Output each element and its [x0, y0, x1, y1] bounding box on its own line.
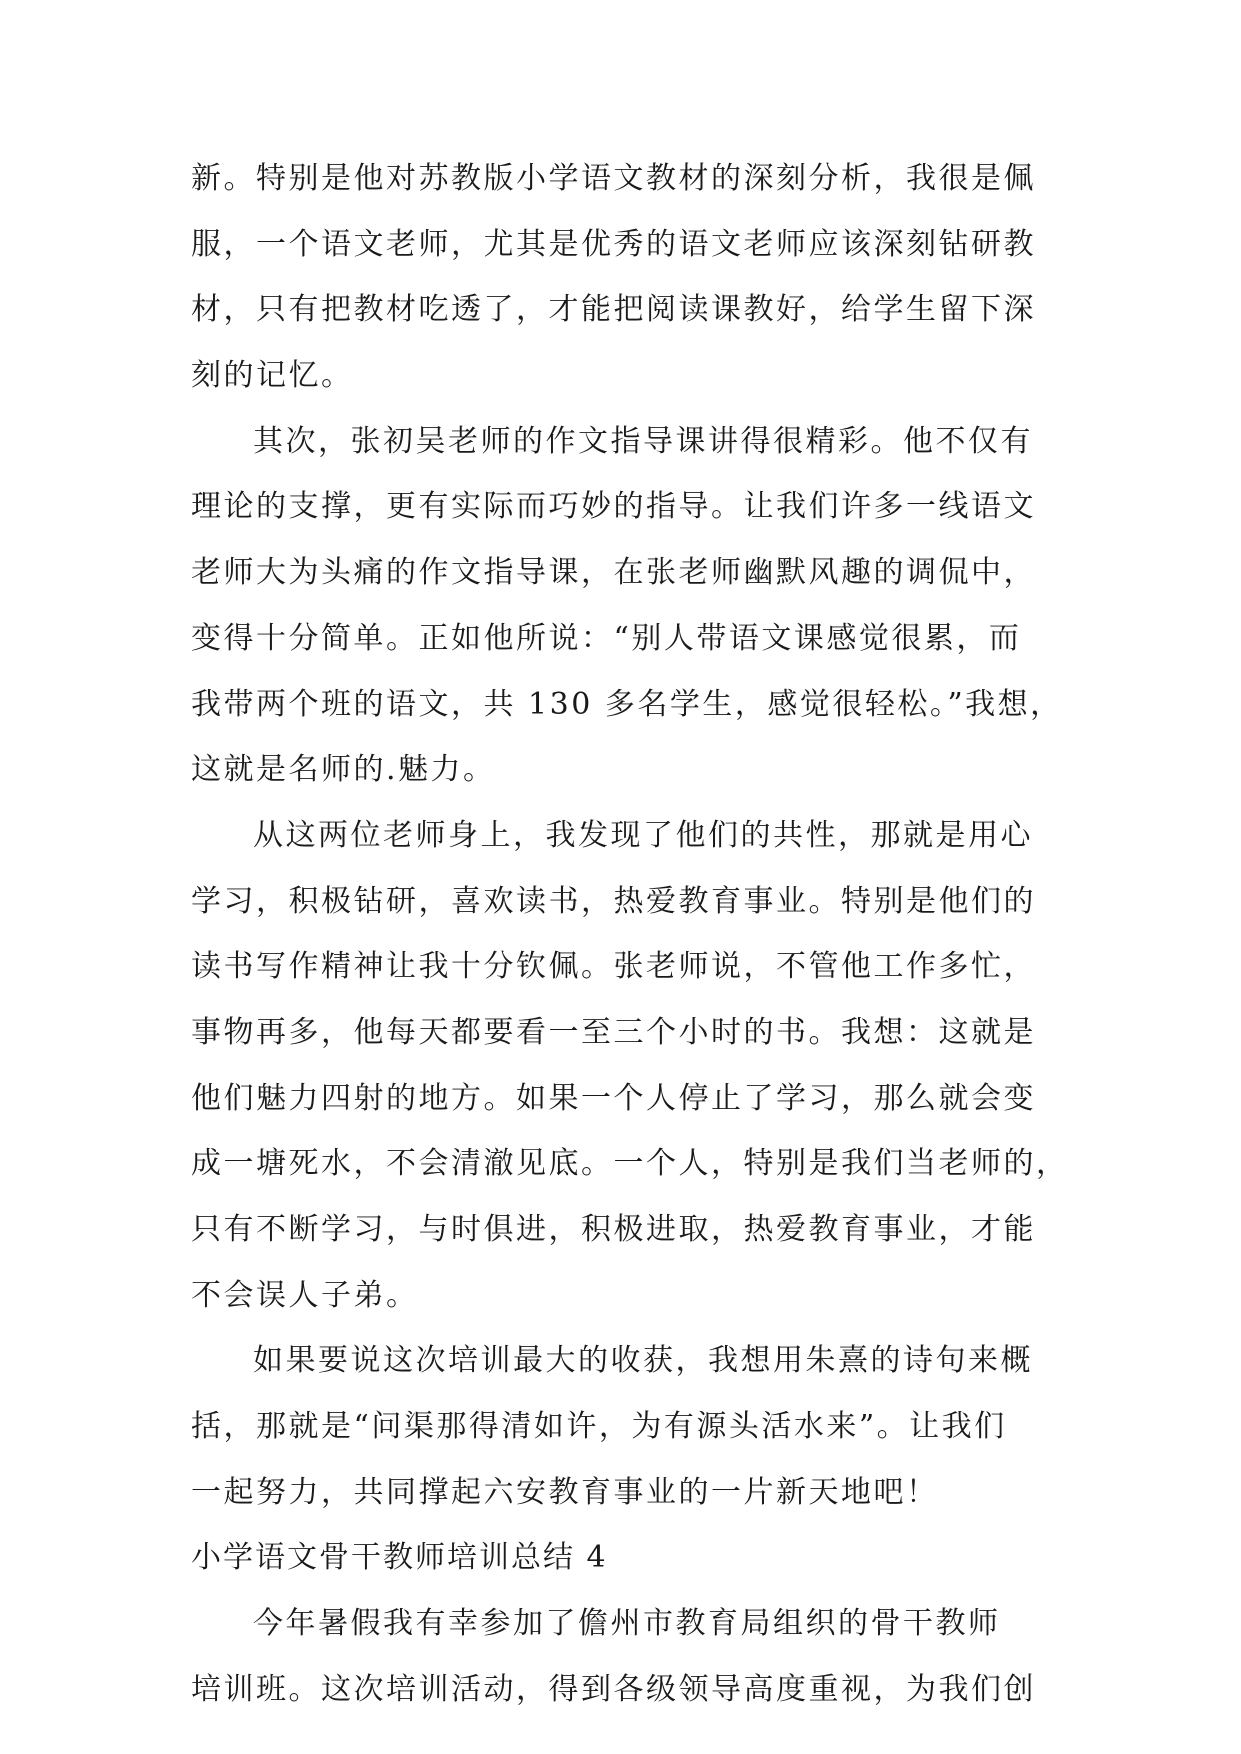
text-line: 括，那就是“问渠那得清如许，为有源头活水来”。让我们	[191, 1409, 1007, 1445]
text-line: 不会误人子弟。	[191, 1277, 419, 1313]
text-line: 老师大为头痛的作文指导课，在张老师幽默风趣的调侃中，	[191, 555, 1036, 591]
section-heading: 小学语文骨干教师培训总结 4	[191, 1540, 608, 1576]
paragraph-first-line: 从这两位老师身上，我发现了他们的共性，那就是用心	[253, 817, 1033, 853]
paragraph-first-line: 如果要说这次培训最大的收获，我想用朱熹的诗句来概	[253, 1343, 1033, 1379]
text-line: 理论的支撑，更有实际而巧妙的指导。让我们许多一线语文	[191, 489, 1036, 525]
paragraph-first-line: 其次，张初吴老师的作文指导课讲得很精彩。他不仅有	[253, 423, 1033, 459]
text-line: 材，只有把教材吃透了，才能把阅读课教好，给学生留下深	[191, 292, 1036, 328]
text-line: 刻的记忆。	[191, 358, 354, 394]
text-line: 我带两个班的语文，共 130 多名学生，感觉很轻松。”我想，	[191, 686, 1063, 722]
text-line: 事物再多，他每天都要看一至三个小时的书。我想：这就是	[191, 1014, 1036, 1050]
text-line: 成一塘死水，不会清澈见底。一个人，特别是我们当老师的，	[191, 1146, 1069, 1182]
text-line: 他们魅力四射的地方。如果一个人停止了学习，那么就会变	[191, 1080, 1036, 1116]
text-line: 新。特别是他对苏教版小学语文教材的深刻分析，我很是佩	[191, 161, 1036, 196]
text-line: 只有不断学习，与时俱进，积极进取，热爱教育事业，才能	[191, 1212, 1036, 1247]
text-line: 培训班。这次培训活动，得到各级领导高度重视，为我们创	[191, 1671, 1036, 1707]
text-line: 学习，积极钻研，喜欢读书，热爱教育事业。特别是他们的	[191, 883, 1036, 919]
text-line: 一起努力，共同撑起六安教育事业的一片新天地吧！	[191, 1474, 939, 1510]
text-line: 这就是名师的.魅力。	[191, 752, 496, 788]
paragraph-first-line: 今年暑假我有幸参加了儋州市教育局组织的骨干教师	[253, 1606, 1001, 1642]
text-line: 服，一个语文老师，尤其是优秀的语文老师应该深刻钻研教	[191, 226, 1036, 262]
text-line: 变得十分简单。正如他所说：“别人带语文课感觉很累，而	[191, 620, 1022, 656]
document-body	[191, 146, 1069, 1723]
text-line: 读书写作精神让我十分钦佩。张老师说，不管他工作多忙，	[191, 949, 1036, 985]
